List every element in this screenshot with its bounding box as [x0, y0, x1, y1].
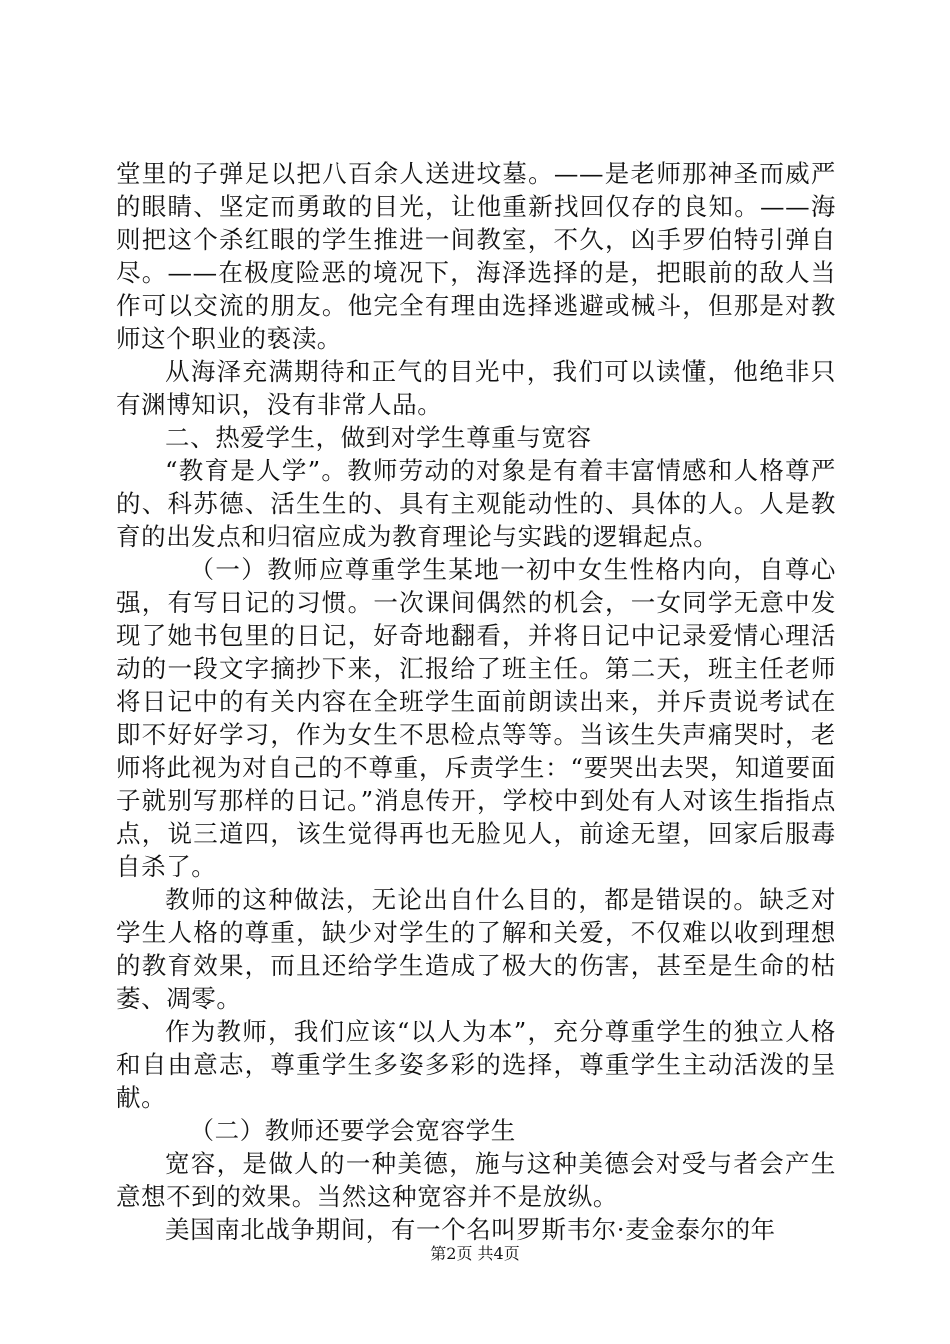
paragraph: 宽容，是做人的一种美德，施与这种美德会对受与者会产生意想不到的效果。当然这种宽容并不是放纵。	[116, 1149, 836, 1211]
document-body	[116, 157, 836, 1246]
paragraph-continuation: 堂里的子弹足以把八百余人送进坟墓。——是老师那神圣而威严的眼睛、坚定而勇敢的目光，让他重新找回仅存的良知。——海则把这个杀红眼的学生推进一间教室，不久，凶手罗伯特引弹自尽。——在极度险恶的境况下，海泽选择的是，把眼前的敌人当作可以交流的朋友。他完全有理由选择逃避或械斗，但那是对教师这个职业的亵渎。	[116, 159, 837, 353]
paragraph: 教师的这种做法，无论出自什么目的，都是错误的。缺乏对学生人格的尊重，缺少对学生的了解和关爱，不仅难以收到理想的教育效果，而且还给学生造成了极大的伤害，甚至是生命的枯萎、凋零。	[116, 885, 836, 1013]
paragraph: 作为教师，我们应该“以人为本”，充分尊重学生的独立人格和自由意志，尊重学生多姿多彩的选择，尊重学生主动活泼的呈献。	[116, 1017, 836, 1112]
paragraph: 从海泽充满期待和正气的目光中，我们可以读懂，他绝非只有渊博知识，没有非常人品。	[116, 357, 836, 419]
page-number-footer: 第2页 共4页	[430, 1244, 520, 1263]
subsection-heading: （二）教师还要学会宽容学生	[189, 1116, 516, 1145]
paragraph: “教育是人学”。教师劳动的对象是有着丰富情感和人格尊严的、科苏德、活生生的、具有主观能动性的、具体的人。人是教育的出发点和归宿应成为教育理论与实践的逻辑起点。	[116, 456, 836, 551]
section-heading: 二、热爱学生，做到对学生尊重与宽容	[165, 423, 592, 452]
paragraph: 美国南北战争期间，有一个名叫罗斯韦尔·麦金泰尔的年	[165, 1215, 776, 1244]
subsection-paragraph: （一）教师应尊重学生某地一初中女生性格内向，自尊心强，有写日记的习惯。一次课间偶然的机会，一女同学无意中发现了她书包里的日记，好奇地翻看，并将日记中记录爱情心理活动的一段文字摘抄下来，汇报给了班主任。第二天，班主任老师将日记中的有关内容在全班学生面前朗读出来，并斥责说考试在即不好好学习，作为女生不思检点等等。当该生失声痛哭时，老师将此视为对自己的不尊重，斥责学生：“要哭出去哭，知道要面子就别写那样的日记。”消息传开，学校中到处有人对该生指指点点，说三道四，该生觉得再也无脸见人，前途无望，回家后服毒自杀了。	[116, 555, 836, 881]
